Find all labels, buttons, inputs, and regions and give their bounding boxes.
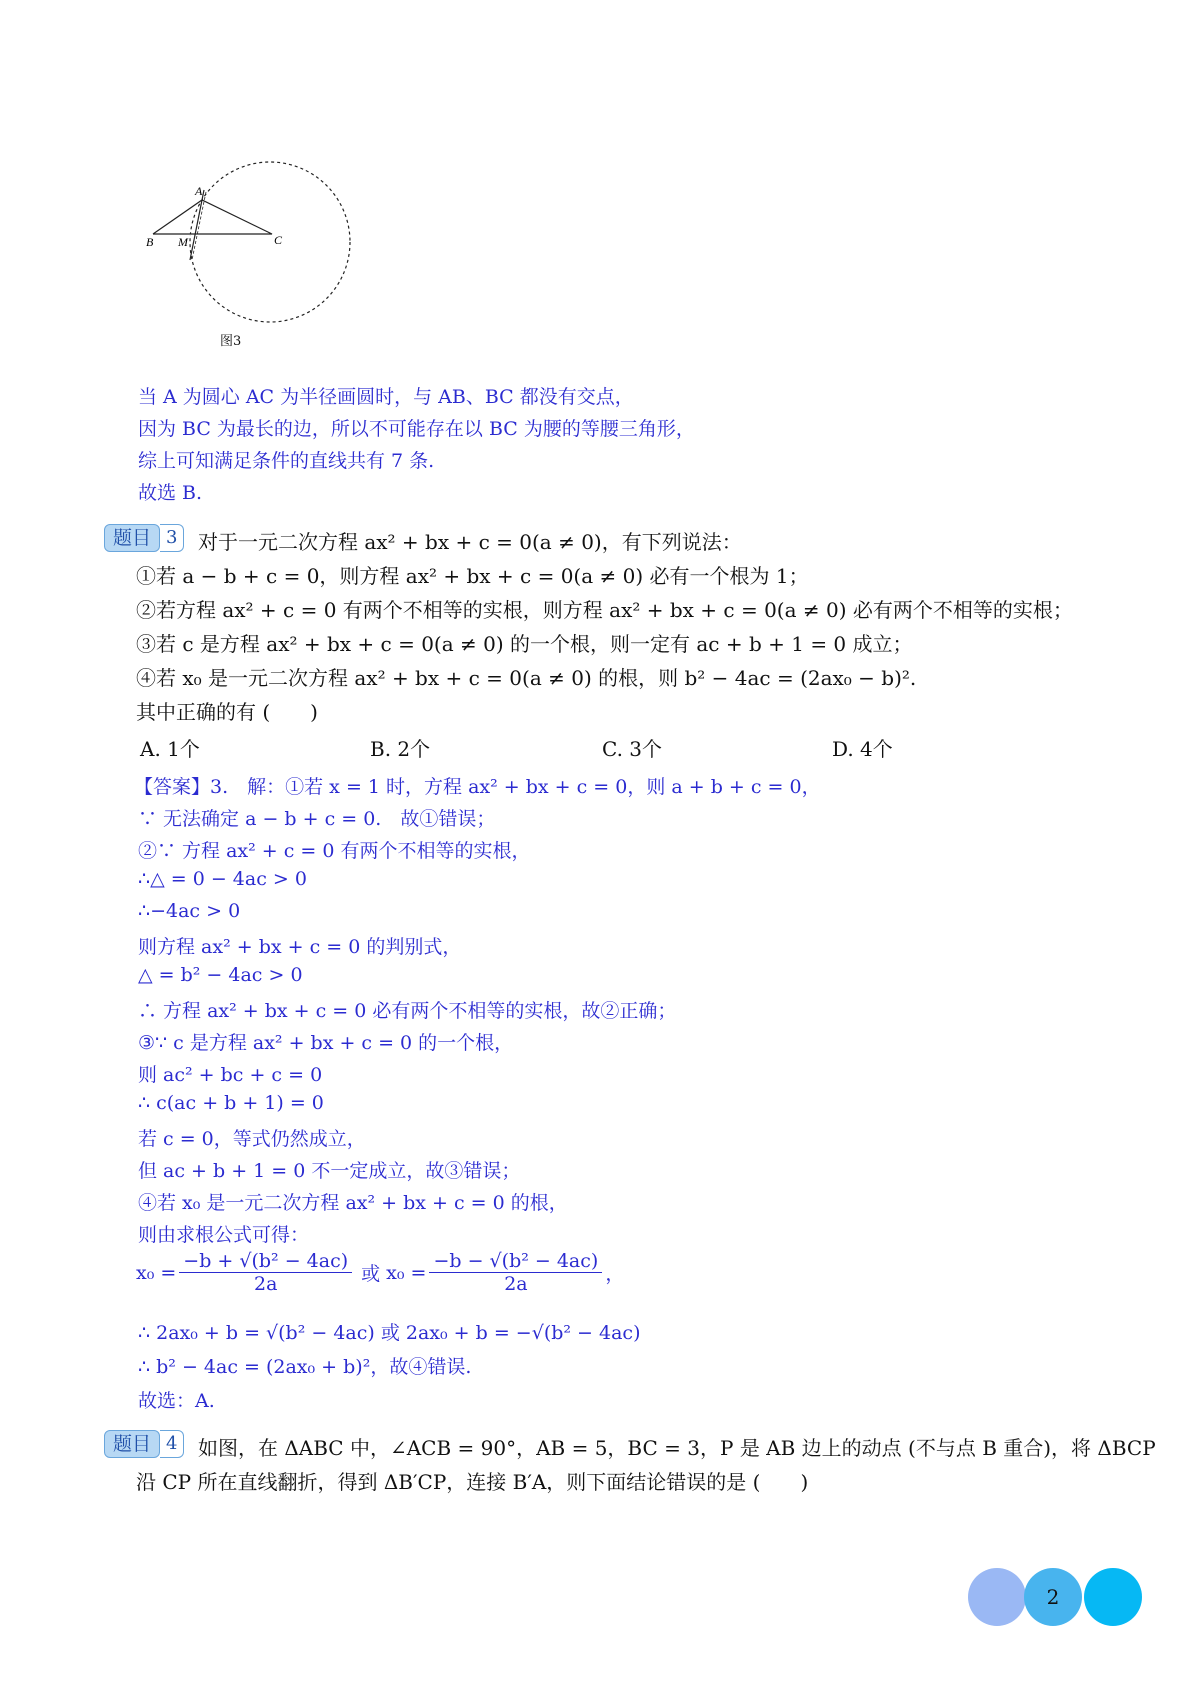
- answer-block: [134, 772, 821, 799]
- page-circle-right: [1084, 1568, 1142, 1626]
- answer-line: 但 ac + b + 1 = 0 不一定成立，故③错误；: [138, 1160, 521, 1182]
- root-formula: [136, 1250, 624, 1295]
- answer-line: 故选：A.: [138, 1390, 215, 1412]
- question-stem: 沿 CP 所在直线翻折，得到 ΔB′CP，连接 B′A，则下面结论错误的是 ( ): [136, 1470, 809, 1494]
- answer-line: 若 c = 0，等式仍然成立，: [138, 1128, 366, 1150]
- answer-line: 3. 解：①若 x = 1 时，方程 ax² + bx + c = 0，则 a + b + c = 0，: [210, 776, 821, 798]
- answer-line: 则方程 ax² + bx + c = 0 的判别式，: [138, 936, 462, 958]
- line-am: [190, 190, 204, 260]
- question-badge-3: [104, 524, 184, 552]
- page-number: [1024, 1568, 1082, 1626]
- label-m: M: [178, 235, 188, 249]
- statement-item: ③若 c 是方程 ax² + bx + c = 0(a ≠ 0) 的一个根，则一定有 ac + b + 1 = 0 成立；: [136, 632, 913, 656]
- answer-line: 则 ac² + bc + c = 0: [138, 1064, 323, 1086]
- fraction: [179, 1250, 352, 1295]
- option-a[interactable]: A. 1个: [140, 737, 200, 761]
- answer-line: ∴ c(ac + b + 1) = 0: [138, 1092, 324, 1114]
- figure-caption: 图3: [220, 334, 242, 349]
- fraction-numerator: −b − √(b² − 4ac): [429, 1250, 602, 1273]
- option-d[interactable]: D. 4个: [832, 737, 893, 761]
- formula-or: 或: [361, 1263, 381, 1285]
- question-number: 3: [160, 524, 184, 552]
- option-b[interactable]: B. 2个: [370, 737, 431, 761]
- solution-line: 当 A 为圆心 AC 为半径画圆时，与 AB、BC 都没有交点，: [138, 386, 634, 408]
- option-c[interactable]: C. 3个: [602, 737, 663, 761]
- fraction: [429, 1250, 602, 1295]
- solution-line: 因为 BC 为最长的边，所以不可能存在以 BC 为腰的等腰三角形，: [138, 418, 695, 440]
- label-a: A: [195, 184, 203, 198]
- question-stem: 对于一元二次方程 ax² + bx + c = 0(a ≠ 0)，有下列说法：: [198, 530, 742, 554]
- question-tag: 题目: [104, 524, 160, 552]
- answer-line: ③∵ c 是方程 ax² + bx + c = 0 的一个根，: [138, 1032, 514, 1054]
- formula-lhs: x₀ =: [136, 1261, 177, 1284]
- formula-lhs: x₀ =: [386, 1261, 427, 1284]
- triangle-circle-diagram: [146, 160, 370, 350]
- solution-line: 故选 B.: [138, 482, 203, 504]
- answer-line: ∵ 无法确定 a − b + c = 0. 故①错误；: [138, 808, 496, 830]
- question-badge-4: [104, 1430, 184, 1458]
- statement-item: ①若 a − b + c = 0，则方程 ax² + bx + c = 0(a ≠ 0) 必有一个根为 1；: [136, 564, 809, 588]
- dashed-circle: [190, 162, 350, 322]
- answer-line: ∴ b² − 4ac = (2ax₀ + b)²，故④错误.: [138, 1356, 472, 1378]
- answer-line: △ = b² − 4ac > 0: [138, 964, 303, 986]
- triangle-abc: [153, 200, 272, 234]
- question-stem: 如图，在 ΔABC 中，∠ACB = 90°，AB = 5，BC = 3，P 是 AB 边上的动点 (不与点 B 重合)，将 ΔBCP: [198, 1436, 1156, 1460]
- question-tag: 题目: [104, 1430, 160, 1458]
- statement-item: ②若方程 ax² + c = 0 有两个不相等的实根，则方程 ax² + bx + c = 0(a ≠ 0) 必有两个不相等的实根；: [136, 598, 1073, 622]
- fraction-numerator: −b + √(b² − 4ac): [179, 1250, 352, 1273]
- answer-line: ∴ 方程 ax² + bx + c = 0 必有两个不相等的实根，故②正确；: [138, 1000, 677, 1022]
- answer-line: ②∵ 方程 ax² + c = 0 有两个不相等的实根，: [138, 840, 531, 862]
- page-number-text: 2: [1046, 1585, 1060, 1609]
- label-b: B: [146, 235, 154, 249]
- figure-3: [146, 160, 370, 354]
- fraction-denominator: 2a: [504, 1273, 528, 1295]
- answer-line: ∴ 2ax₀ + b = √(b² − 4ac) 或 2ax₀ + b = −√(b² − 4ac): [138, 1322, 641, 1344]
- answer-line: ④若 x₀ 是一元二次方程 ax² + bx + c = 0 的根，: [138, 1192, 568, 1214]
- answer-line: 则由求根公式可得：: [138, 1224, 310, 1246]
- question-number: 4: [160, 1430, 184, 1458]
- answer-line: ∴△ = 0 − 4ac > 0: [138, 868, 307, 890]
- answer-prefix: 【答案】: [134, 776, 211, 798]
- fraction-denominator: 2a: [254, 1273, 278, 1295]
- page-circle-left: [968, 1568, 1026, 1626]
- solution-line: 综上可知满足条件的直线共有 7 条.: [138, 450, 435, 472]
- formula-tail: ，: [605, 1263, 625, 1285]
- question-prompt: 其中正确的有 ( ): [136, 700, 318, 724]
- statement-item: ④若 x₀ 是一元二次方程 ax² + bx + c = 0(a ≠ 0) 的根，则 b² − 4ac = (2ax₀ − b)².: [136, 666, 917, 690]
- answer-line: ∴−4ac > 0: [138, 900, 241, 922]
- label-c: C: [274, 233, 283, 247]
